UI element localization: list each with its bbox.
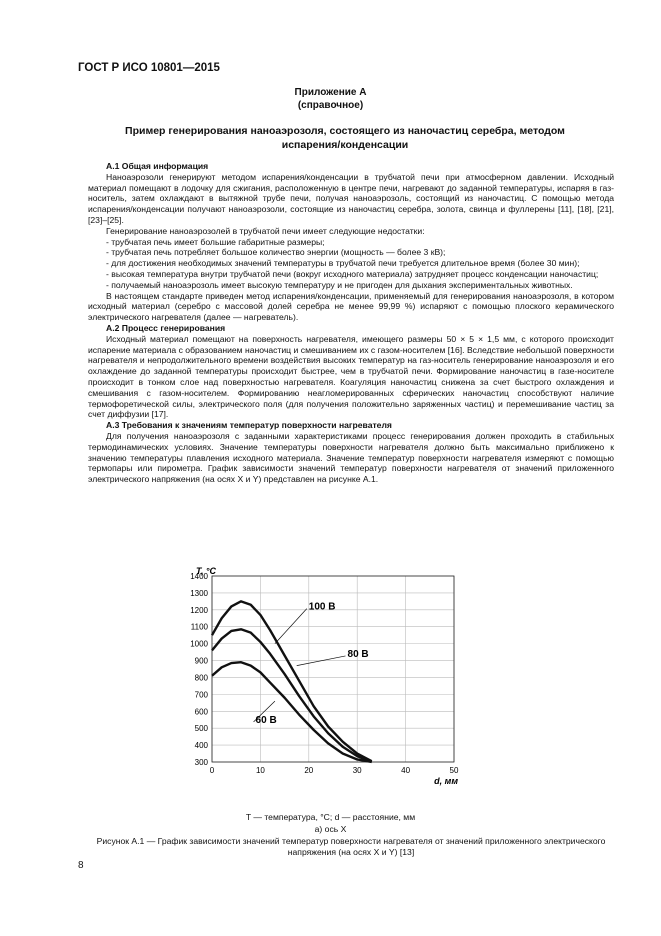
series-label: 80 В xyxy=(347,648,369,660)
document-body xyxy=(88,161,614,485)
y-tick-label: 1100 xyxy=(190,622,208,632)
series-leader-line xyxy=(275,609,307,644)
series-label: 100 В xyxy=(308,601,336,613)
figure-legend-line: T — температура, °C; d — расстояние, мм xyxy=(245,812,416,822)
section-heading: А.1 Общая информация xyxy=(106,161,209,171)
y-axis-label: T, °C xyxy=(196,566,216,576)
list-item: - получаемый наноаэрозоль имеет высокую температуру и не пригоден для дыхания экспериментальных животных. xyxy=(106,279,573,290)
section-heading: А.2 Процесс генерирования xyxy=(106,322,226,333)
y-tick-label: 400 xyxy=(194,741,208,751)
list-item: - трубчатая печь имеет большие габаритные размеры; xyxy=(106,236,325,247)
y-tick-label: 300 xyxy=(194,758,208,767)
y-tick-label: 600 xyxy=(194,707,208,717)
paragraph: Для получения наноаэрозоля с заданными характеристиками процесс генерирования должен проходить в стабильных термодинамических условиях. Значение температуры поверхности нагревателя должно быть максимально приближено к значению температуры плавления исходного материала. Значение температур поверхности нагревателя измеряют с помощью термопары или пирометра. График зависимости значений температур поверхности нагревателя от значений приложенного электрического напряжения (на осях X и Y) представлен на рисунке А.1. xyxy=(88,430,614,485)
y-tick-label: 900 xyxy=(194,656,208,666)
annex-type: (справочное) xyxy=(297,100,364,111)
y-tick-label: 1000 xyxy=(190,639,208,649)
list-item: - трубчатая печь потребляет большое количество энергии (мощность — более 3 кВ); xyxy=(106,247,446,258)
section-heading: А.3 Требования к значениям температур поверхности нагревателя xyxy=(106,420,392,431)
x-tick-label: 30 xyxy=(352,766,362,775)
figure-caption: Рисунок А.1 — График зависимости значений температур поверхности нагревателя от значений приложенного электрического напряжения (на осях X и Y) [13] xyxy=(96,836,606,857)
annex-title: Приложение А xyxy=(294,87,367,98)
y-tick-label: 1400 xyxy=(190,572,208,581)
list-item: - высокая температура внутри трубчатой печи (вокруг исходного материала) затрудняет процесс конденсации наночастиц; xyxy=(106,268,599,279)
list-item: - для достижения необходимых значений температуры в трубчатой печи требуется длительное время (более 30 мин); xyxy=(106,258,580,269)
annex-heading xyxy=(0,86,661,112)
page-number: 8 xyxy=(78,860,84,871)
temperature-chart xyxy=(172,564,472,794)
document-code-header: ГОСТ Р ИСО 10801—2015 xyxy=(78,62,220,74)
paragraph: В настоящем стандарте приведен метод испарения/конденсации, применяемый для генерирования наноаэрозоля, в котором исходный материал (серебро с массовой долей серебра не менее 99,99 %) испаряют с помощью плоского керамического электрического нагревателя (далее — нагреватель). xyxy=(88,290,614,323)
x-tick-label: 20 xyxy=(304,766,314,775)
x-tick-label: 50 xyxy=(449,766,459,775)
annex-main-title: Пример генерирования наноаэрозоля, состоящего из наночастиц серебра, методом испарения/конденсации xyxy=(125,125,565,151)
paragraph: Наноаэрозоли генерируют методом испарения/конденсации в трубчатой печи при атмосферном давлении. Исходный материал помещают в лодочку для сжигания, расположенную в центре печи, нагревают до заданной температуры, испаряя в газ-носитель, затем охлаждают в вытяжной трубе печи, получая наноаэрозоль, состоящий из наночастиц. С помощью метода испарения/конденсации получают наноаэрозоли, состоящие из наночастиц серебра, золота, свинца и фуллерены [11], [18], [21], [23]–[25]. xyxy=(88,171,614,225)
chart-svg xyxy=(172,564,472,794)
x-axis-label: d, мм xyxy=(434,776,458,786)
x-tick-label: 40 xyxy=(401,766,411,775)
y-tick-label: 500 xyxy=(194,724,208,734)
y-tick-label: 800 xyxy=(194,673,208,683)
series-label: 60 В xyxy=(255,714,277,726)
x-tick-label: 10 xyxy=(255,766,265,775)
paragraph: Исходный материал помещают на поверхность нагревателя, имеющего размеры 50 × 5 × 1,5 мм, с которого происходит испарение материала с образованием наночастиц и смешиванием их с газом-носителем [16]. Вследствие небольшой поверхности нагревателя и непродолжительного времени воздействия высоких температур на газ-носитель генерирование наноаэрозоля и его охлаждение до заданной температуры происходит быстрее, чем в трубчатой печи. Формирование наночастиц в газе-носителе происходит в тонком слое над поверхностью нагревателя. Коагуляция наночастиц снижена за счет быстрого охлаждения и смешивания с газом-носителем. Формированию неагломерированных сферических наночастиц способствуют наличие термофоретической силы, электрического поля (для получения положительно заряженных частиц) и перемешивание частиц за счет диффузии [17]. xyxy=(88,333,614,420)
y-tick-label: 1200 xyxy=(190,605,208,615)
figure-sublabel: а) ось X xyxy=(314,824,347,834)
y-tick-label: 700 xyxy=(194,690,208,700)
x-tick-label: 0 xyxy=(209,766,215,775)
y-tick-label: 1300 xyxy=(190,588,208,598)
paragraph: Генерирование наноаэрозолей в трубчатой печи имеет следующие недостатки: xyxy=(106,225,425,236)
